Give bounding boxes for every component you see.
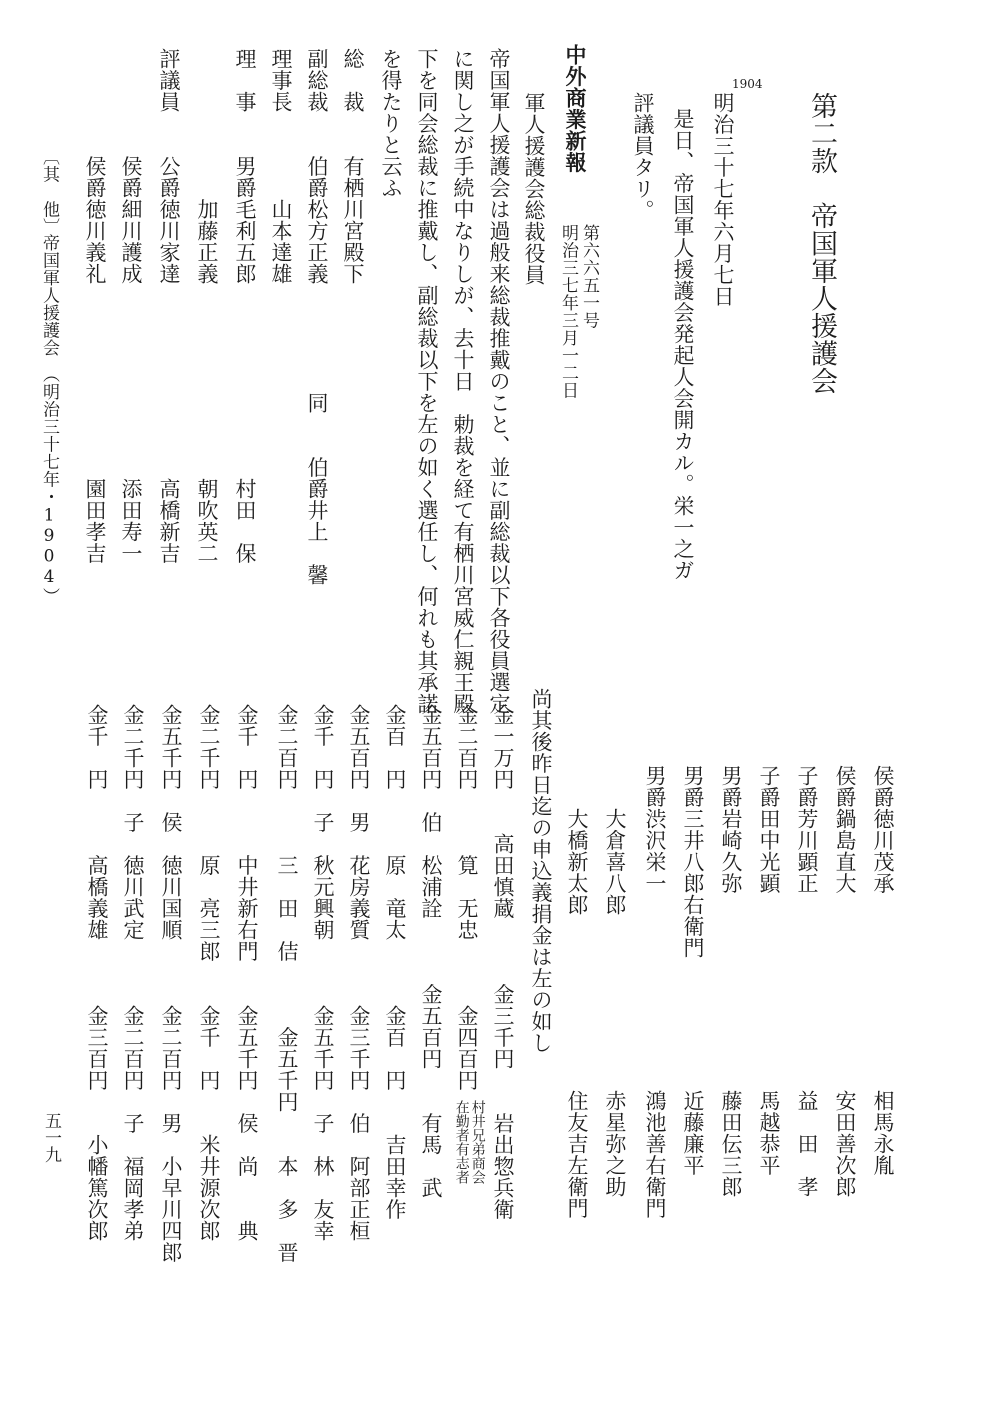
donation-column: 金二千円 子 徳川武定 金二百円 子 福岡孝弟 (121, 704, 145, 1242)
member-column: 住友吉左衛門 (565, 1090, 589, 1219)
article-line-1: 帝国軍人援護会は過般来総裁推戴のこと、並に副総裁以下各役員選定 (487, 48, 511, 715)
donation-column: 金千 円 中井新右門 金五千円 侯 尚 典 (235, 704, 259, 1242)
year-western: 1904 (732, 77, 763, 91)
member-column: 侯爵徳川茂承 (871, 765, 895, 894)
source-issue-date: 明治三七年三月一二日 (558, 224, 578, 399)
donation-column: 金五百円 男 花房義質 金三千円 伯 阿部正桓 (347, 704, 371, 1242)
member-column: 益 田 孝 (795, 1090, 819, 1198)
donation-subnote-line2: 在勤者有志者 (453, 1100, 470, 1184)
member-column: 鴻池善右衛門 (643, 1090, 667, 1219)
officer-column: 副総裁 伯爵松方正義 同 伯爵井上 馨 (305, 48, 329, 586)
donation-column: 金二百円 三 田 佶 金五千円 本 多 晋 (275, 704, 299, 1263)
member-column: 相馬永胤 (871, 1090, 895, 1176)
member-column: 大橋新太郎 (565, 765, 589, 916)
donation-column: 金二千円 原 亮三郎 金千 円 米井源次郎 (197, 704, 221, 1242)
member-column: 男爵渋沢栄一 (643, 765, 667, 894)
officer-column: 評議員 公爵徳川家達 高橋新吉 (157, 48, 181, 564)
donation-column: 金千 円 子 秋元興朝 金五千円 子 林 友幸 (311, 704, 335, 1242)
page-number: 五一九 (41, 1112, 61, 1163)
member-column: 侯爵鍋島直大 (833, 765, 857, 894)
donation-subnote-line1: 村井兄弟商会 (469, 1100, 486, 1184)
entry-line-1: 是日、帝国軍人援護会発起人会開カル。栄一之ガ (671, 108, 695, 581)
donation-column: 金二百円 筧 无忠 金四百円 (455, 704, 479, 1091)
member-column: 藤田伝三郎 (719, 1090, 743, 1198)
officer-column: 理 事 男爵毛利五郎 村田 保 (233, 48, 257, 564)
donation-column: 金千 円 高橋義雄 金三百円 小幡篤次郎 (85, 704, 109, 1242)
officer-column: 理事長 山本達雄 (269, 48, 293, 285)
donation-column: 金五千円 侯 徳川国順 金二百円 男 小早川四郎 (159, 704, 183, 1263)
footer-running-title: 帝国軍人援護会 （明治三十七年・1904） (39, 234, 59, 605)
member-column: 近藤廉平 (681, 1090, 705, 1176)
member-column: 男爵岩崎久弥 (719, 765, 743, 894)
footer-label: 〔其 他〕 (39, 148, 59, 236)
donation-column: 金一万円 高田慎蔵 金三千円 岩出惣兵衛 (491, 704, 515, 1220)
member-column: 安田善次郎 (833, 1090, 857, 1198)
source-name: 中外商業新報 (563, 44, 588, 173)
article-line-3: 下を同会総裁に推戴し、副総裁以下を左の如く選任し、何れも其承諾 (415, 48, 439, 715)
entry-line-2: 評議員タリ。 (631, 92, 655, 221)
source-issue-no: 第六六五一号 (579, 224, 599, 329)
officer-column: 侯爵細川護成 添田寿一 (119, 48, 143, 564)
section-title: 第二款 帝国軍人援護会 (806, 92, 837, 395)
officer-column: 侯爵徳川義礼 園田孝吉 (83, 48, 107, 564)
article-line-4: を得たりと云ふ (379, 48, 403, 199)
donation-column: 金五百円 伯 松浦詮 金五百円 有馬 武 (419, 704, 443, 1199)
entry-date: 明治三十七年六月七日 (711, 92, 735, 307)
member-column: 子爵芳川顕正 (795, 765, 819, 894)
member-column: 馬越恭平 (757, 1090, 781, 1176)
member-column: 大倉喜八郎 (603, 765, 627, 916)
member-column: 赤星弥之助 (603, 1090, 627, 1198)
member-column: 子爵田中光顕 (757, 765, 781, 894)
donation-column: 金百 円 原 竜太 金百 円 吉田幸作 (383, 704, 407, 1220)
article-line-2: に関し之が手続中なりしが、去十日 勅裁を経て有栖川宮威仁親王殿 (451, 48, 475, 715)
donation-intro: 尚其後昨日迄の申込義捐金は左の如し (529, 688, 553, 1054)
article-title: 軍人援護会総裁役員 (522, 92, 546, 286)
officer-column: 加藤正義 朝吹英二 (195, 48, 219, 564)
member-column: 男爵三井八郎右衛門 (681, 765, 705, 959)
officer-column: 総 裁 有栖川宮殿下 (341, 48, 365, 285)
